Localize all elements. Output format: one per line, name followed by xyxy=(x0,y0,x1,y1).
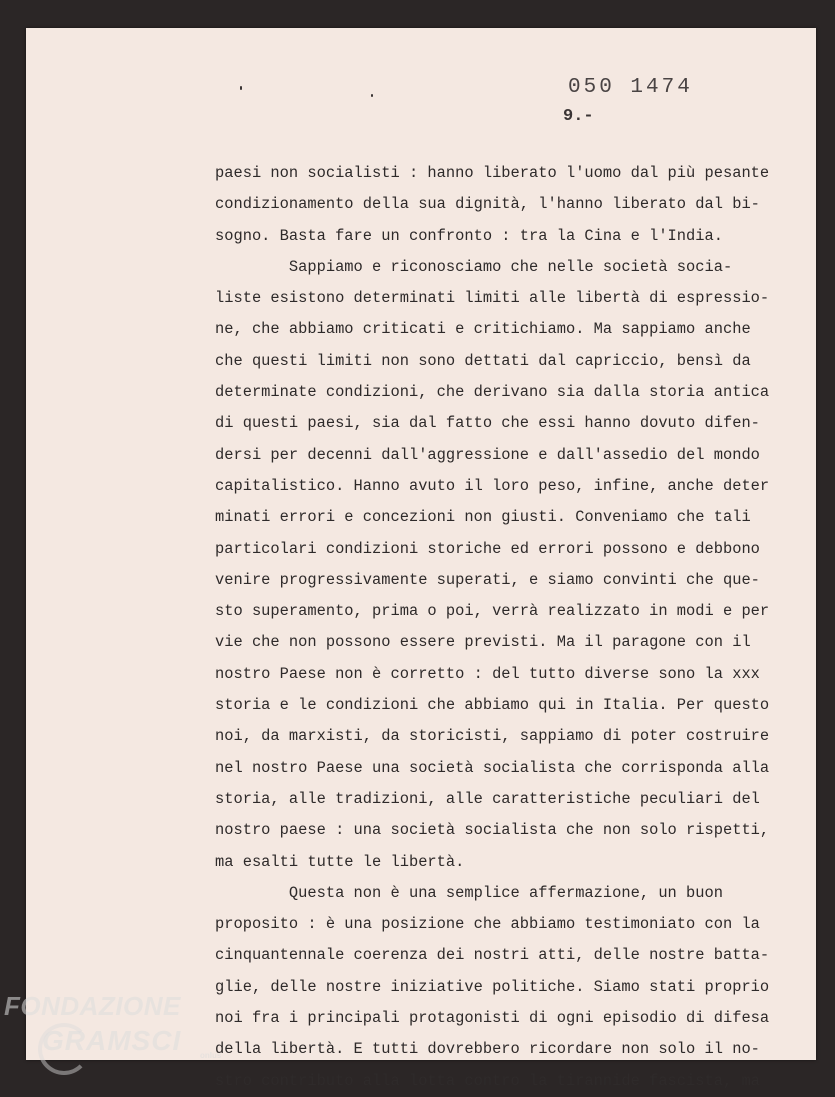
text-line: determinate condizioni, che derivano sia dalla storia antica xyxy=(215,383,770,402)
text-line: storia e le condizioni che abbiamo qui in Italia. Per questo xyxy=(215,696,770,715)
text-line: storia, alle tradizioni, alle caratteristiche peculiari del xyxy=(215,789,760,808)
watermark-line-2: GRAMSCI xyxy=(42,1025,182,1056)
text-line: minati errori e concezioni non giusti. Conveniamo che tali xyxy=(215,508,751,527)
body-text xyxy=(215,158,801,1097)
text-line: capitalistico. Hanno avuto il loro peso, infine, anche deter xyxy=(215,476,770,495)
fondazione-gramsci-watermark xyxy=(4,985,244,1075)
page-number: 9.- xyxy=(563,107,594,126)
text-line: particolari condizioni storiche ed errori possono e debbono xyxy=(215,539,760,558)
text-line: proposito : è una posizione che abbiamo testimoniato con la xyxy=(215,915,760,934)
text-line: Questa non è una semplice affermazione, un buon xyxy=(215,883,723,902)
text-line: paesi non socialisti : hanno liberato l'uomo dal più pesante xyxy=(215,164,770,182)
text-line: sto superamento, prima o poi, verrà realizzato in modi e per xyxy=(215,602,770,621)
text-line: noi, da marxisti, da storicisti, sappiamo di poter costruire xyxy=(215,727,770,746)
text-line: ma esalti tutte le libertà. xyxy=(215,852,465,871)
watermark-line-1: FONDAZIONE xyxy=(4,991,181,1021)
text-line: cinquantennale coerenza dei nostri atti, delle nostre batta- xyxy=(215,946,770,965)
text-line: noi fra i principali protagonisti di ogni episodio di difesa xyxy=(215,1009,770,1028)
text-line: che questi limiti non sono dettati dal capriccio, bensì da xyxy=(215,351,751,370)
paper-speck xyxy=(371,94,373,97)
text-line: nostro paese : una società socialista che non solo rispetti, xyxy=(215,821,770,840)
text-line: nostro Paese non è corretto : del tutto diverse sono la xxx xyxy=(215,664,760,683)
archive-reference-number: 050 1474 xyxy=(568,76,693,99)
text-line: glie, delle nostre iniziative politiche. Siamo stati proprio xyxy=(215,977,770,996)
text-line: sogno. Basta fare un confronto : tra la Cina e l'India. xyxy=(215,226,723,245)
text-line: vie che non possono essere previsti. Ma il paragone con il xyxy=(215,633,751,652)
watermark-line-3: onlus xyxy=(200,1051,222,1060)
text-line: condizionamento della sua dignità, l'hanno liberato dal bi- xyxy=(215,195,760,214)
text-line: dersi per decenni dall'aggressione e dall'assedio del mondo xyxy=(215,445,760,464)
text-line: stro contributo alla lotta contro la tirannide fascista, ma xyxy=(215,1071,760,1090)
text-line: venire progressivamente superati, e siamo convinti che que- xyxy=(215,570,760,589)
text-line: ne, che abbiamo criticati e critichiamo. Ma sappiamo anche xyxy=(215,320,751,339)
text-line: liste esistono determinati limiti alle libertà di espressio- xyxy=(215,289,770,308)
text-line: nel nostro Paese una società socialista che corrisponda alla xyxy=(215,758,770,777)
paper-speck xyxy=(240,86,242,90)
text-line: di questi paesi, sia dal fatto che essi hanno dovuto difen- xyxy=(215,414,760,433)
text-line: Sappiamo e riconosciamo che nelle società socia- xyxy=(215,257,733,276)
text-line: della libertà. E tutti dovrebbero ricordare non solo il no- xyxy=(215,1040,760,1059)
